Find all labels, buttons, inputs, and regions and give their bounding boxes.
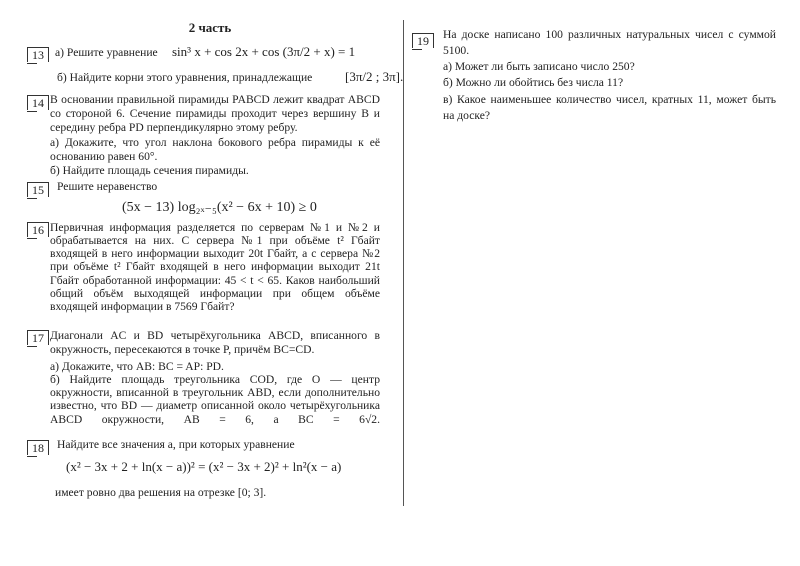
problem-line: На доске написано 100 различных натуральных чисел с суммой xyxy=(443,28,776,41)
problem-line: а) Может ли быть записано число 250? xyxy=(443,60,635,73)
problem-line: основанию равен 60°. xyxy=(50,150,158,163)
problem-15-number: 15 xyxy=(27,182,49,197)
problem-18-tail: имеет ровно два решения на отрезке [0; 3]. xyxy=(55,486,267,499)
section-title: 2 часть xyxy=(188,20,232,35)
problem-line: б) Найдите площадь треугольника COD, где O — центр xyxy=(50,373,380,386)
problem-13-b-label: б) Найдите корни этого уравнения, принадлежащие xyxy=(57,71,313,84)
problem-line: обрабатывается на них. С сервера №1 при объёме t² Гбайт xyxy=(50,234,380,247)
problem-line: в) Какое наименьшее количество чисел, кратных 11, может быть xyxy=(443,93,776,106)
problem-line: 5100. xyxy=(443,44,470,57)
problem-line: Гбайт обработанной информации: 45 < t < 65. Каков наибольший xyxy=(50,274,380,287)
problem-15-formula: (5x − 13) log₂ₓ₋₅(x² − 6x + 10) ≥ 0 xyxy=(122,200,317,215)
problem-18-formula: (x² − 3x + 2 + ln(x − a))² = (x² − 3x + 2)² + ln²(x − a) xyxy=(66,459,342,474)
problem-line: на доске? xyxy=(443,109,491,122)
problem-13-a-formula: sin³ x + cos 2x + cos (3π/2 + x) = 1 xyxy=(172,44,356,59)
problem-13-number: 13 xyxy=(27,47,49,62)
problem-line: общий объём выходящей информации при общем объёме xyxy=(50,287,380,300)
problem-line: середину ребра PD перпендикулярно этому ребру. xyxy=(50,121,298,134)
problem-13-b-formula: [3π/2 ; 3π]. xyxy=(345,69,404,84)
problem-line: со стороной 6. Сечение пирамиды проходит через вершину B и xyxy=(50,107,380,120)
problem-14-number: 14 xyxy=(27,95,49,110)
problem-16-number: 16 xyxy=(27,222,49,237)
problem-19-number: 19 xyxy=(412,33,434,48)
problem-line: входящей информации в 7569 Гбайт? xyxy=(50,300,235,313)
problem-line: окружность, пересекаются в точке P, причём BC=CD. xyxy=(50,343,315,356)
problem-line: В основании правильной пирамиды PABCD лежит квадрат ABCD xyxy=(50,93,380,106)
problem-line: входящей в него информации выходит 20t Гбайт, а с сервера №2 xyxy=(50,247,380,260)
problem-line: известно, что BD — диаметр описанной около четырёхугольника xyxy=(50,399,380,412)
problem-line: а) Докажите, что AB: BC = AP: PD. xyxy=(50,360,224,373)
problem-line: окружности, вписанной в треугольник ABD, если дополнительно xyxy=(50,386,380,399)
problem-line: ABCD окружности, AB = 6, а BC = 6√2. xyxy=(50,413,380,426)
problem-line: б) Найдите площадь сечения пирамиды. xyxy=(50,164,249,177)
problem-line: Диагонали AC и BD четырёхугольника ABCD, вписанного в xyxy=(50,329,380,342)
problem-15-label: Решите неравенство xyxy=(57,180,158,193)
problem-13-a-label: а) Решите уравнение xyxy=(55,46,158,59)
problem-line: при объёме t² Гбайт входящей в него информации выходит 21t xyxy=(50,260,380,273)
column-divider xyxy=(403,20,404,506)
problem-line: Первичная информация разделяется по серверам №1 и №2 и xyxy=(50,221,380,234)
problem-18-label: Найдите все значения a, при которых уравнение xyxy=(57,438,295,451)
problem-18-number: 18 xyxy=(27,440,49,455)
problem-line: б) Можно ли обойтись без числа 11? xyxy=(443,76,624,89)
problem-line: а) Докажите, что угол наклона бокового ребра пирамиды к её xyxy=(50,136,380,149)
problem-17-number: 17 xyxy=(27,330,49,345)
